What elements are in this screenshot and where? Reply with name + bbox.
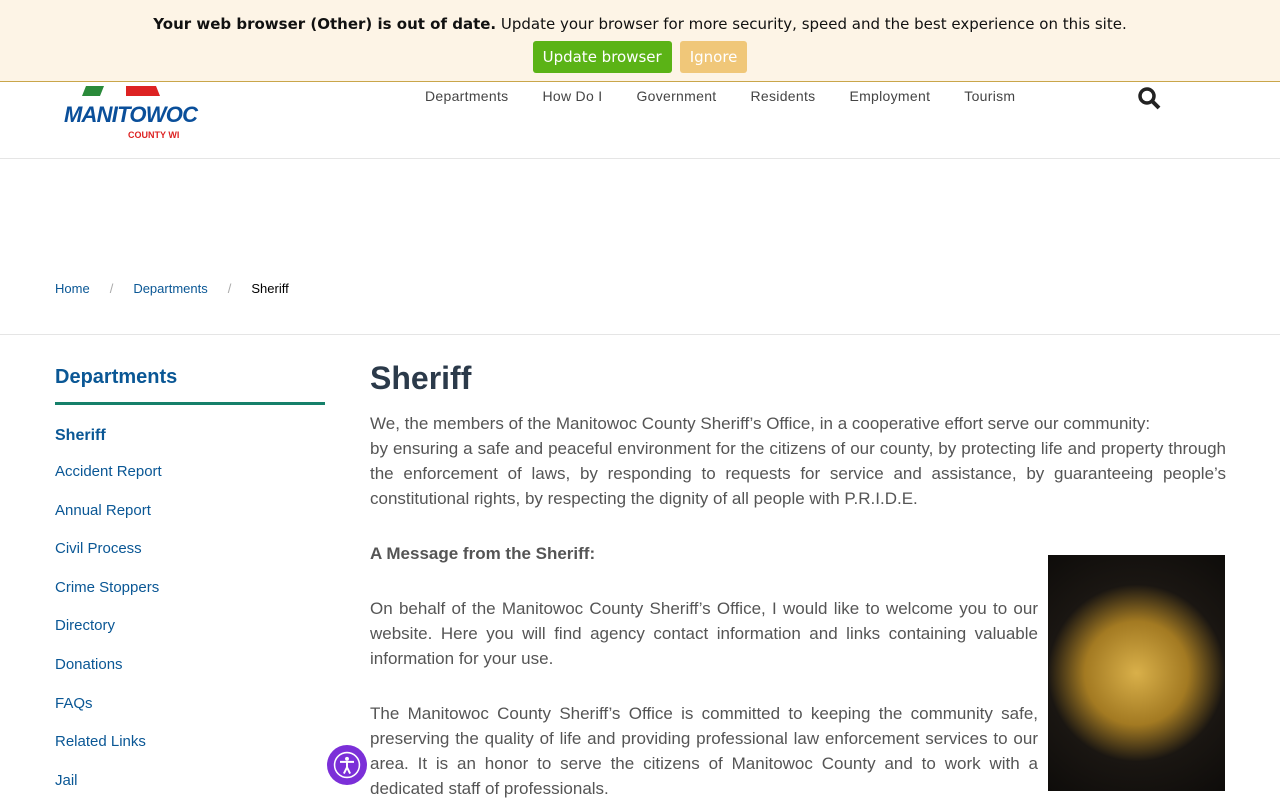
intro-line: We, the members of the Manitowoc County Sheriff’s Office, in a cooperative effort serve our community: <box>370 414 1151 433</box>
nav-government[interactable]: Government <box>636 88 717 104</box>
banner-bold: Your web browser (Other) is out of date. <box>153 15 497 33</box>
sidebar-item-donations[interactable]: Donations <box>55 655 123 673</box>
message-heading: A Message from the Sheriff: <box>370 544 596 563</box>
sidebar-title: Departments <box>55 366 325 405</box>
sheriff-badge-image <box>1048 555 1225 791</box>
search-icon[interactable] <box>1137 86 1163 112</box>
sidebar-item-civil-process[interactable]: Civil Process <box>55 540 142 558</box>
accessibility-button[interactable] <box>327 745 367 785</box>
breadcrumb-home[interactable]: Home <box>55 281 90 296</box>
breadcrumb-separator: / <box>227 281 232 296</box>
sidebar <box>55 366 325 810</box>
breadcrumb-current: Sheriff <box>251 281 289 296</box>
nav-departments[interactable]: Departments <box>425 88 509 104</box>
nav-employment[interactable]: Employment <box>849 88 931 104</box>
svg-text:COUNTY WI: COUNTY WI <box>128 130 180 140</box>
accessibility-icon <box>333 751 361 779</box>
sidebar-item-faqs[interactable]: FAQs <box>55 694 93 712</box>
breadcrumb-departments[interactable]: Departments <box>133 281 208 296</box>
ignore-button[interactable]: Ignore <box>680 41 748 73</box>
nav-how-do-i[interactable]: How Do I <box>542 88 603 104</box>
sidebar-item-directory[interactable]: Directory <box>55 617 116 635</box>
sidebar-item-crime-stoppers[interactable]: Crime Stoppers <box>55 578 160 596</box>
sidebar-item-jail[interactable]: Jail <box>55 771 78 789</box>
welcome-paragraph: On behalf of the Manitowoc County Sheriff’s Office, I would like to welcome you to our website. Here you will find agency contact information and links containing valuable information for your use. <box>370 599 1038 668</box>
sidebar-item-annual-report[interactable]: Annual Report <box>55 501 151 519</box>
breadcrumb-separator: / <box>109 281 114 296</box>
nav-tourism[interactable]: Tourism <box>964 88 1016 104</box>
update-browser-button[interactable]: Update browser <box>533 41 672 73</box>
svg-text:MANITOWOC: MANITOWOC <box>64 102 198 127</box>
breadcrumb <box>55 281 289 296</box>
banner-text: Update your browser for more security, speed and the best experience on this site. <box>496 15 1127 33</box>
main-nav <box>408 88 1032 104</box>
manitowoc-logo[interactable] <box>56 86 201 146</box>
commitment-paragraph: The Manitowoc County Sheriff’s Office is committed to keeping the community safe, preserving the quality of life and providing professional law enforcement services to our area. It is an honor to serve the citizens of Manitowoc County and to work with a dedicated staff of professionals. <box>370 704 1038 798</box>
mission-statement: by ensuring a safe and peaceful environment for the citizens of our county, by protecting life and property through the enforcement of laws, by responding to requests for service and assistance, by guaranteeing people’s constitutional rights, by respecting the dignity of all people with P.R.I.D.E. <box>370 439 1226 508</box>
page-title: Sheriff <box>370 360 472 396</box>
divider <box>0 334 1280 335</box>
sidebar-item-related-links[interactable]: Related Links <box>55 733 146 751</box>
sidebar-item-accident-report[interactable]: Accident Report <box>55 463 162 480</box>
outdated-browser-banner <box>0 0 1280 82</box>
sidebar-item-sheriff[interactable]: Sheriff <box>55 427 106 444</box>
nav-residents[interactable]: Residents <box>750 88 816 104</box>
